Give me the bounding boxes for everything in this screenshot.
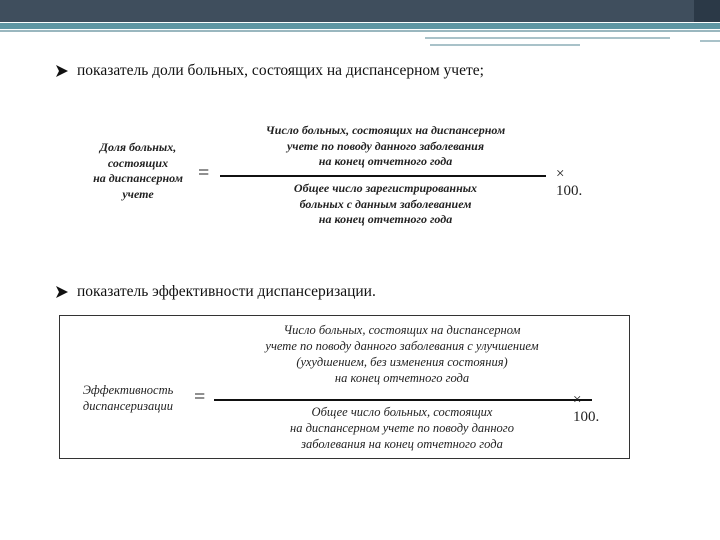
- slide-header-corner: [694, 0, 720, 22]
- formula2-numerator: [212, 322, 592, 386]
- formula1-fraction-bar: [220, 175, 546, 177]
- formula1-numerator-line: Число больных, состоящих на диспансерном: [265, 123, 506, 137]
- bullet-text-2: показатель эффективности диспансеризации.: [77, 283, 376, 300]
- arrow-bullet-icon: [55, 64, 69, 78]
- formula1-denominator-line: на конец отчетного года: [318, 212, 453, 226]
- formula2-denominator-line: заболевания на конец отчетного года: [301, 437, 503, 451]
- bullet-item-2: [55, 283, 376, 301]
- formula2-denominator-line: на диспансерном учете по поводу данного: [290, 421, 514, 435]
- formula2-denominator-line: Общее число больных, состоящих: [311, 405, 493, 419]
- formula2-lhs: [62, 382, 194, 414]
- formula2-equals: =: [194, 386, 206, 408]
- bullet-text-1: показатель доли больных, состоящих на диспансерном учете;: [77, 62, 484, 79]
- formula2-numerator-line: Число больных, состоящих на диспансерном: [283, 323, 521, 337]
- formula1-lhs-line: состоящих: [107, 155, 169, 170]
- formula1-denominator: [218, 181, 553, 228]
- formula2-numerator-line: учете по поводу данного заболевания с улучшением: [265, 339, 539, 353]
- slide-header-accent: [0, 23, 720, 29]
- formula2-lhs-line: диспансеризации: [82, 399, 174, 413]
- formula2-numerator-line: на конец отчетного года: [334, 371, 470, 385]
- formula1-numerator: [218, 123, 553, 170]
- slide-header-bar: [0, 0, 720, 22]
- formula1-equals: =: [198, 162, 210, 184]
- formula2-numerator-line: (ухудшением, без изменения состояния): [296, 355, 508, 369]
- formula1-multiplier: × 100.: [556, 166, 583, 199]
- formula1-numerator-line: на конец отчетного года: [318, 154, 453, 168]
- arrow-bullet-icon: [55, 285, 69, 299]
- header-line-3: [700, 40, 720, 42]
- formula1-lhs-line: Доля больных,: [99, 140, 177, 154]
- formula2-fraction-bar: [214, 399, 592, 401]
- formula1-lhs-line: на диспансерном: [93, 171, 183, 185]
- formula2-denominator: [212, 404, 592, 452]
- formula2-multiplier: × 100.: [573, 392, 600, 425]
- header-line-2: [430, 44, 580, 46]
- formula1-denominator-line: больных с данным заболеванием: [299, 196, 472, 211]
- header-line-1: [425, 37, 670, 39]
- formula1-numerator-line: учете по поводу данного заболевания: [286, 138, 484, 153]
- bullet-item-1: [55, 62, 484, 80]
- formula1-lhs-line: учете: [122, 186, 154, 201]
- slide-header-accent-thin: [0, 30, 720, 32]
- formula1-lhs: [68, 140, 208, 202]
- formula1-denominator-line: Общее число зарегистрированных: [293, 181, 478, 195]
- formula2-lhs-line: Эффективность: [82, 383, 174, 397]
